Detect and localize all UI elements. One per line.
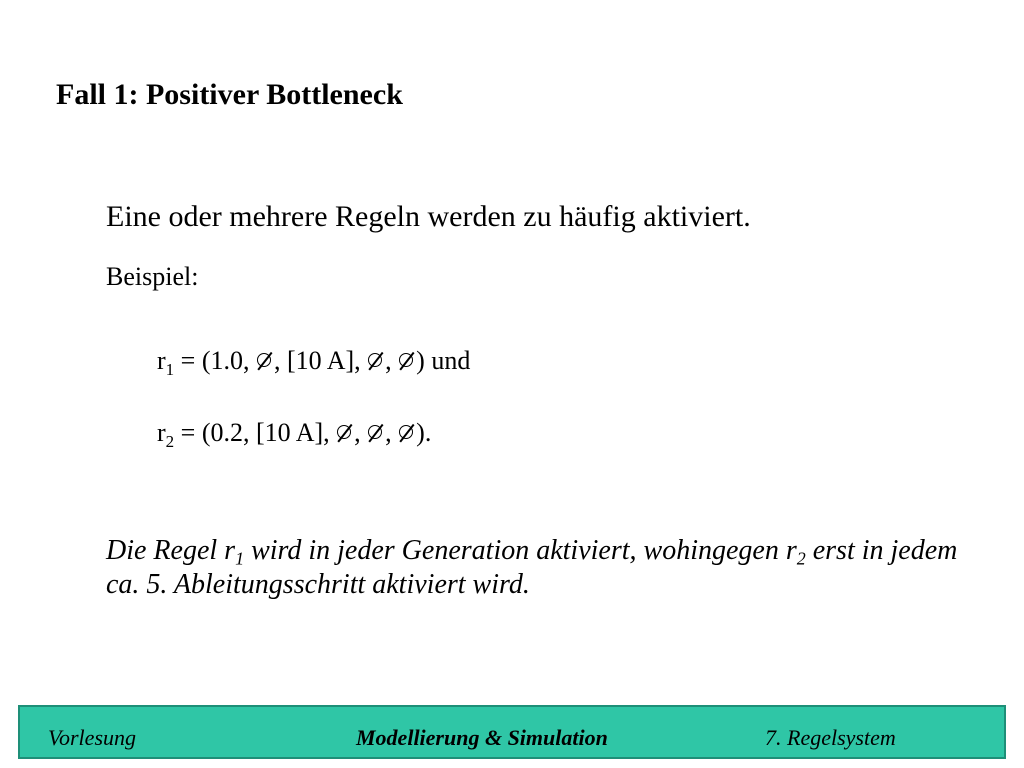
empty-set-icon xyxy=(398,352,416,370)
rule-index: 2 xyxy=(165,431,175,451)
rule-eq: = (1.0, xyxy=(174,346,256,375)
note-sub: 1 xyxy=(235,548,245,569)
statement-text: Eine oder mehrere Regeln werden zu häufig aktiviert. xyxy=(106,200,751,233)
note-sub: 2 xyxy=(796,548,806,569)
note-part: erst in jedem ca. 5. Ableitungsschritt aktiviert wird. xyxy=(106,535,958,600)
empty-set-icon xyxy=(367,352,385,370)
empty-set-icon xyxy=(336,424,354,442)
footer-lecture-label: Vorlesung xyxy=(48,725,136,750)
note-text xyxy=(106,534,986,602)
rule-end: ) und xyxy=(416,346,471,375)
rule-index: 1 xyxy=(165,359,175,379)
note-part: Die Regel r xyxy=(106,535,236,566)
rule-sep: , [10 A], xyxy=(274,346,368,375)
empty-set-icon xyxy=(256,352,274,370)
rule-eq: = (0.2, [10 A], xyxy=(174,418,337,447)
note-part: wird in jeder Generation aktiviert, wohingegen r xyxy=(244,535,797,566)
rule-sep: , xyxy=(385,346,399,375)
rule-sep: , xyxy=(385,418,399,447)
empty-set-icon xyxy=(398,424,416,442)
example-label: Beispiel: xyxy=(106,262,199,291)
rule-r2 xyxy=(157,418,432,451)
footer-chapter-label: 7. Regelsystem xyxy=(765,725,896,750)
footer-course-title: Modellierung & Simulation xyxy=(356,725,608,750)
rule-name: r xyxy=(157,418,166,447)
footer-bar xyxy=(18,705,1006,759)
rule-end: ). xyxy=(416,418,432,447)
empty-set-icon xyxy=(367,424,385,442)
rule-name: r xyxy=(157,346,166,375)
rule-sep: , xyxy=(354,418,368,447)
rule-r1 xyxy=(157,346,471,379)
slide-title: Fall 1: Positiver Bottleneck xyxy=(56,78,403,111)
